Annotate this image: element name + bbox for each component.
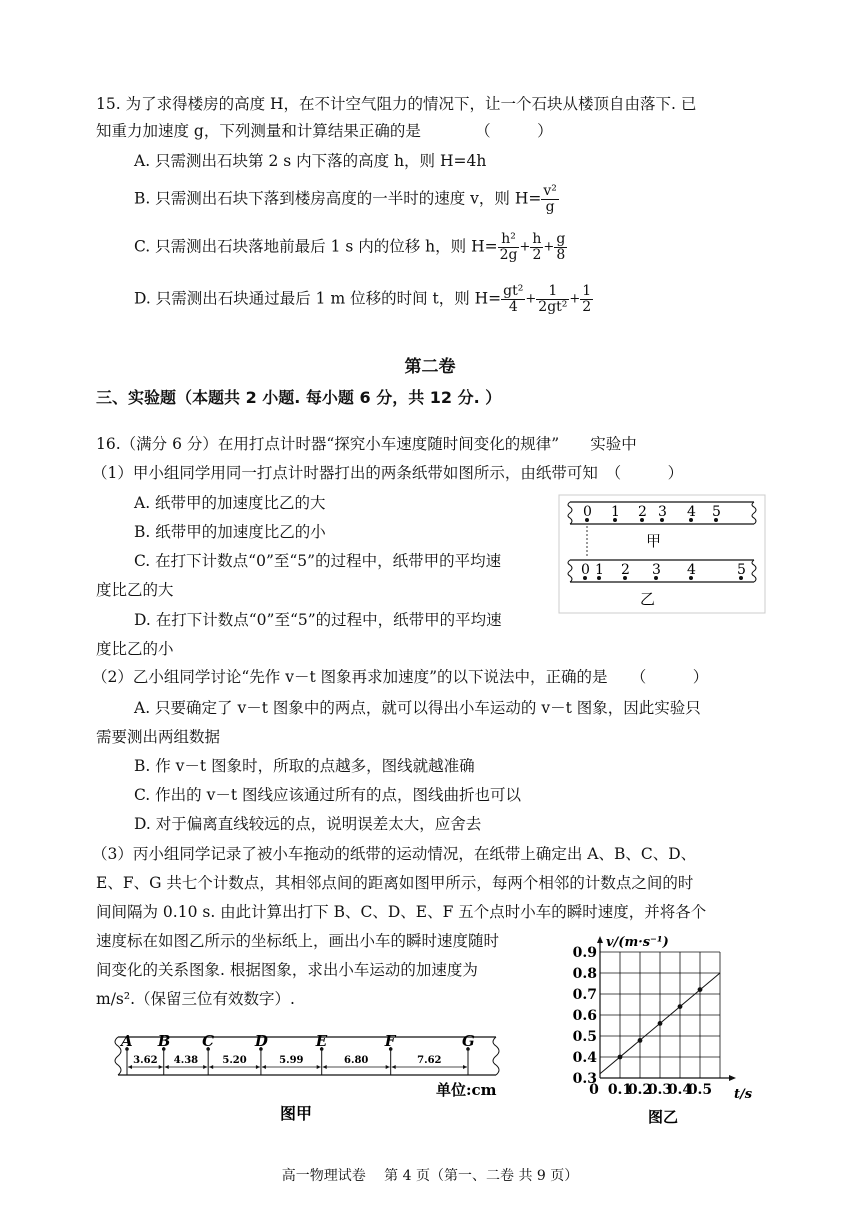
q15-option-a: A. 只需测出石块第 2 s 内下落的高度 h，则 H=4h — [134, 152, 487, 170]
q16-part1-option-b: B. 纸带甲的加速度比乙的小 — [134, 523, 326, 541]
tape-yi-mark-label: 4 — [687, 562, 696, 578]
figure-jia-point-label: C — [202, 1032, 215, 1050]
q16-intro: 16.（满分 6 分）在用打点计时器“探究小车速度随时间变化的规律” 实验中 — [96, 435, 637, 453]
figure-jia-distance-label: 3.62 — [133, 1055, 158, 1066]
figure-jia-point-label: D — [254, 1032, 268, 1050]
vt-y-tick-label: 0.8 — [572, 966, 597, 982]
q16-part1-option-d-line2: 度比乙的小 — [96, 640, 174, 658]
q16-part3-line2: E、F、G 共七个计数点，其相邻点间的距离如图甲所示，每两个相邻的计数点之间的时 — [96, 874, 694, 892]
vt-chart-ylabel: v/(m·s⁻¹) — [606, 935, 669, 950]
q15-option-b-fraction: $\frac{\text{v²}}{g}$ — [543, 183, 557, 215]
q16-part3-line4: 速度标在如图乙所示的坐标纸上，画出小车的瞬时速度随时 — [96, 932, 500, 950]
q16-part1-option-a: A. 纸带甲的加速度比乙的大 — [134, 494, 326, 512]
q15-option-b-text: B. 只需测出石块下落到楼房高度的一半时的速度 v，则 H= — [134, 189, 542, 208]
q15-line2: 知重力加速度 g，下列测量和计算结果正确的是 （ ） — [96, 122, 553, 140]
q15-line1: 15. 为了求得楼房的高度 H，在不计空气阻力的情况下，让一个石块从楼顶自由落下. 已 — [96, 95, 697, 113]
q15-option-b — [134, 184, 559, 215]
tape-jia-mark-label: 4 — [687, 504, 696, 520]
vt-x-arrow — [729, 1075, 736, 1081]
figure-jia-unit: 单位:cm — [436, 1081, 497, 1099]
vt-chart-ticks — [573, 945, 713, 1098]
vt-chart-xlabel: t/s — [734, 1087, 753, 1102]
figure-jia — [100, 1027, 510, 1127]
figure-jia-point-label: B — [157, 1032, 171, 1050]
q16-part1-option-c-line2: 度比乙的大 — [96, 581, 174, 599]
vt-data-point — [678, 1004, 683, 1009]
vt-y-tick-label: 0.4 — [572, 1050, 597, 1066]
paper-tapes-figure — [558, 494, 768, 616]
vt-chart-caption: 图乙 — [648, 1108, 679, 1126]
q16-part1-option-c-line1: C. 在打下计数点“0”至“5”的过程中，纸带甲的平均速 — [134, 552, 502, 570]
tape-jia-mark-label: 3 — [658, 504, 667, 520]
tape-jia-label: 甲 — [646, 532, 662, 550]
vt-y-tick-label: 0.6 — [572, 1008, 597, 1024]
q16-part2-option-b: B. 作 v－t 图象时，所取的点越多，图线就越准确 — [134, 757, 475, 775]
vt-data-point — [638, 1038, 643, 1043]
q16-part2-option-c: C. 作出的 v－t 图线应该通过所有的点，图线曲折也可以 — [134, 786, 522, 804]
q16-part2: （2）乙小组同学讨论“先作 v－t 图象再求加速度”的以下说法中，正确的是 （ ） — [92, 668, 709, 686]
q15-option-c-text: C. 只需测出石块落地前最后 1 s 内的位移 h，则 H= — [134, 237, 498, 256]
tape-yi-label: 乙 — [640, 590, 656, 608]
q16-part3-line1: （3）丙小组同学记录了被小车拖动的纸带的运动情况，在纸带上确定出 A、B、C、D、 — [92, 845, 697, 863]
figure-jia-distance-label: 6.80 — [344, 1055, 369, 1066]
tape-jia-mark-label: 2 — [638, 504, 647, 520]
q16-part1-option-d-line1: D. 在打下计数点“0”至“5”的过程中，纸带甲的平均速 — [134, 611, 502, 629]
vt-y-tick-label: 0.5 — [572, 1029, 597, 1045]
tape-jia-mark-label: 1 — [611, 504, 620, 520]
tape-yi-mark-label: 1 — [595, 562, 604, 578]
tape-yi-mark-label: 5 — [737, 562, 746, 578]
vt-x-tick-label: 0.5 — [687, 1082, 713, 1098]
vt-x-tick-label: 0 — [589, 1082, 599, 1098]
q16-part2-option-d: D. 对于偏离直线较远的点，说明误差太大，应舍去 — [134, 815, 482, 833]
figure-jia-point-label: E — [315, 1032, 328, 1050]
figure-jia-point-label: G — [462, 1032, 475, 1050]
q16-part3-line3: 间间隔为 0.10 s. 由此计算出打下 B、C、D、E、F 五个点时小车的瞬时速度，并将各个 — [96, 903, 707, 921]
q15-option-d: D. 只需测出石块通过最后 1 m 位移的时间 t，则 H= $\frac{\text{gt²}}{4}$ + $\frac{1}{\text{2gt²}}$ + $\frac{1}{2}$ — [134, 283, 592, 315]
figure-jia-distance-label: 5.20 — [222, 1055, 247, 1066]
vt-data-point — [658, 1021, 663, 1026]
page-footer: 高一物理试卷 第 4 页（第一、二卷 共 9 页） — [281, 1168, 579, 1184]
tape-yi-mark-label: 2 — [621, 562, 630, 578]
vt-data-point — [698, 987, 703, 992]
q16-part3-line5: 间变化的关系图象. 根据图象，求出小车运动的加速度为 — [96, 961, 478, 979]
figure-jia-distance-label: 5.99 — [279, 1055, 304, 1066]
q16-part1: （1）甲小组同学用同一打点计时器打出的两条纸带如图所示，由纸带可知 （ ） — [92, 464, 684, 482]
figure-jia-point-label: A — [121, 1032, 133, 1050]
figure-jia-caption: 图甲 — [280, 1104, 313, 1123]
vt-y-arrow — [597, 936, 603, 943]
volume-title: 第二卷 — [404, 357, 456, 377]
vt-y-tick-label: 0.7 — [572, 987, 597, 1003]
tape-yi-mark-label: 0 — [581, 562, 590, 578]
q16-part2-option-a-line2: 需要测出两组数据 — [96, 728, 221, 746]
q16-part3-line6: m/s².（保留三位有效数字）. — [96, 990, 295, 1008]
vt-x-tick-label: 0.1 — [607, 1082, 633, 1098]
tape-yi-mark-label: 3 — [652, 562, 661, 578]
vt-data-point — [618, 1055, 623, 1060]
q15-option-c: C. 只需测出石块落地前最后 1 s 内的位移 h，则 H= $\frac{\text{h²}}{2g}$ + $\frac{h}{2}$ + $\frac{g}{8}$ — [134, 231, 566, 263]
figure-jia-distance-label: 7.62 — [417, 1055, 442, 1066]
figure-jia-distance-label: 4.38 — [173, 1055, 199, 1066]
vt-x-tick-label: 0.3 — [647, 1082, 673, 1098]
tape-jia-mark-label: 0 — [583, 504, 592, 520]
vt-y-tick-label: 0.3 — [572, 1071, 597, 1087]
tape-jia-mark-label: 5 — [712, 504, 721, 520]
vt-x-tick-label: 0.2 — [627, 1082, 653, 1098]
figure-jia-point-label: F — [384, 1032, 396, 1050]
vt-x-tick-label: 0.4 — [667, 1082, 693, 1098]
section-3-heading: 三、实验题（本题共 2 小题. 每小题 6 分，共 12 分. ） — [96, 388, 502, 407]
vt-chart — [572, 930, 762, 1130]
q16-part2-option-a-line1: A. 只要确定了 v－t 图象中的两点，就可以得出小车运动的 v－t 图象，因此实验只 — [134, 699, 701, 717]
q15-option-d-text: D. 只需测出石块通过最后 1 m 位移的时间 t，则 H= — [134, 289, 502, 308]
vt-y-tick-label: 0.9 — [572, 945, 597, 961]
vt-chart-axes — [597, 936, 736, 1081]
figure-jia-marks — [119, 1032, 475, 1075]
